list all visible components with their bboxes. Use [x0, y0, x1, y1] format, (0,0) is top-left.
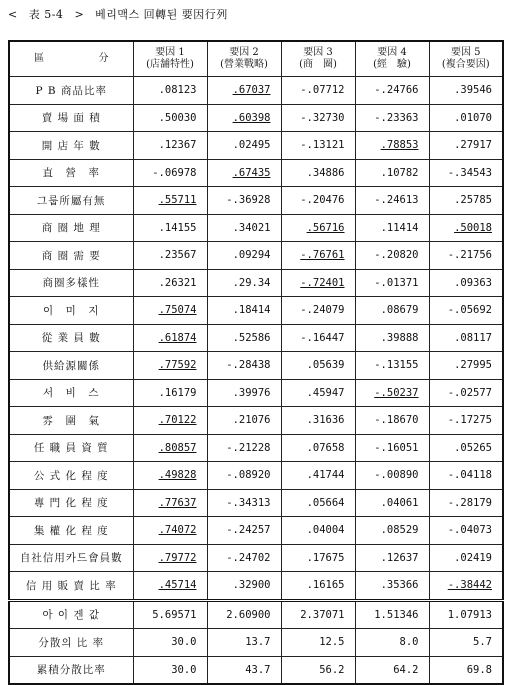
factor-1-desc: (店舗特性) — [146, 59, 194, 70]
loading-cell-factor-4: .35366 — [355, 572, 429, 601]
loading-cell-factor-3: -.72401 — [281, 269, 355, 297]
loading-cell-factor-1: 5.69571 — [133, 600, 207, 629]
table-row — [9, 242, 503, 270]
table-row — [9, 77, 503, 105]
loading-cell-factor-1: .75074 — [133, 297, 207, 325]
table-row — [9, 104, 503, 132]
table-row — [9, 407, 503, 435]
loading-cell-factor-2: -.21228 — [207, 434, 281, 462]
factor-4-name: 要因 4 — [377, 47, 407, 58]
loading-cell-factor-2: .02495 — [207, 132, 281, 160]
loading-cell-factor-2: .34021 — [207, 214, 281, 242]
loading-cell-factor-4: .10782 — [355, 159, 429, 187]
loading-cell-factor-2: 13.7 — [207, 629, 281, 657]
region-label-b: 分 — [98, 53, 109, 64]
loading-cell-factor-5: .02419 — [429, 544, 503, 572]
table-row — [9, 132, 503, 160]
loading-cell-factor-4: -.18670 — [355, 407, 429, 435]
loading-cell-factor-1: .26321 — [133, 269, 207, 297]
loading-cell-factor-3: -.20476 — [281, 187, 355, 215]
loading-cell-factor-4: -.01371 — [355, 269, 429, 297]
loading-cell-factor-5: -.05692 — [429, 297, 503, 325]
loading-cell-factor-4: -.00890 — [355, 462, 429, 490]
loading-cell-factor-5: .50018 — [429, 214, 503, 242]
caption-gt: > — [74, 8, 85, 21]
loading-cell-factor-4: -.24613 — [355, 187, 429, 215]
loading-cell-factor-3: -.24079 — [281, 297, 355, 325]
table-row — [9, 187, 503, 215]
loading-cell-factor-5: .09363 — [429, 269, 503, 297]
row-label: 公 式 化 程 度 — [9, 462, 133, 490]
loading-cell-factor-2: .21076 — [207, 407, 281, 435]
loading-cell-factor-2: .32900 — [207, 572, 281, 601]
row-label: 直 營 率 — [9, 159, 133, 187]
loading-cell-factor-5: -.28179 — [429, 489, 503, 517]
loading-cell-factor-2: .67037 — [207, 77, 281, 105]
loading-cell-factor-2: .67435 — [207, 159, 281, 187]
loading-cell-factor-3: 2.37071 — [281, 600, 355, 629]
loading-cell-factor-3: .31636 — [281, 407, 355, 435]
loading-cell-factor-3: .17675 — [281, 544, 355, 572]
loading-cell-factor-3: .56716 — [281, 214, 355, 242]
loading-cell-factor-3: .05664 — [281, 489, 355, 517]
loading-cell-factor-3: .45947 — [281, 379, 355, 407]
column-header-factor-2 — [207, 41, 281, 77]
loading-cell-factor-3: .41744 — [281, 462, 355, 490]
loading-cell-factor-2: -.36928 — [207, 187, 281, 215]
row-label: 自社信用카드會員數 — [9, 544, 133, 572]
loading-cell-factor-5: -.17275 — [429, 407, 503, 435]
row-label: 雰 圍 氣 — [9, 407, 133, 435]
loading-cell-factor-5: .27995 — [429, 352, 503, 380]
loading-cell-factor-5: 1.07913 — [429, 600, 503, 629]
factor-3-name: 要因 3 — [303, 47, 333, 58]
factor-3-desc: (商 圈) — [299, 59, 337, 70]
summary-row — [9, 600, 503, 629]
summary-row — [9, 656, 503, 684]
loading-cell-factor-4: 64.2 — [355, 656, 429, 684]
loading-cell-factor-1: .50030 — [133, 104, 207, 132]
loading-cell-factor-3: -.13121 — [281, 132, 355, 160]
loading-cell-factor-4: .11414 — [355, 214, 429, 242]
row-label: 商 圈 需 要 — [9, 242, 133, 270]
loading-cell-factor-2: 2.60900 — [207, 600, 281, 629]
loading-cell-factor-4: -.50237 — [355, 379, 429, 407]
table-row — [9, 214, 503, 242]
loading-cell-factor-3: -.76761 — [281, 242, 355, 270]
loading-cell-factor-3: .04004 — [281, 517, 355, 545]
loading-cell-factor-5: .08117 — [429, 324, 503, 352]
loading-cell-factor-4: .08679 — [355, 297, 429, 325]
loading-cell-factor-2: .29.34 — [207, 269, 281, 297]
caption-lt: < — [8, 8, 18, 21]
table-row — [9, 269, 503, 297]
loading-cell-factor-5: -.02577 — [429, 379, 503, 407]
row-label: 그룹所屬有無 — [9, 187, 133, 215]
table-row — [9, 324, 503, 352]
loading-cell-factor-1: .14155 — [133, 214, 207, 242]
loading-cell-factor-3: .05639 — [281, 352, 355, 380]
factor-1-name: 要因 1 — [155, 47, 185, 58]
row-label: 任 職 員 資 質 — [9, 434, 133, 462]
table-row — [9, 572, 503, 601]
loading-cell-factor-1: .45714 — [133, 572, 207, 601]
loading-cell-factor-5: 69.8 — [429, 656, 503, 684]
column-header-region — [9, 41, 133, 77]
loading-cell-factor-5: 5.7 — [429, 629, 503, 657]
loading-cell-factor-3: .07658 — [281, 434, 355, 462]
caption-title: 베리맥스 回轉된 要因行列 — [95, 8, 228, 21]
loading-cell-factor-5: -.34543 — [429, 159, 503, 187]
table-row — [9, 159, 503, 187]
loading-cell-factor-2: .09294 — [207, 242, 281, 270]
loading-cell-factor-1: 30.0 — [133, 629, 207, 657]
factor-5-name: 要因 5 — [450, 47, 481, 58]
factor-2-name: 要因 2 — [229, 47, 259, 58]
factor-4-desc: (經 驗) — [373, 59, 411, 70]
loading-cell-factor-5: .05265 — [429, 434, 503, 462]
loading-cell-factor-4: .78853 — [355, 132, 429, 160]
loading-cell-factor-1: .23567 — [133, 242, 207, 270]
loading-cell-factor-1: 30.0 — [133, 656, 207, 684]
row-label: 商 圈 地 理 — [9, 214, 133, 242]
loading-cell-factor-5: -.04073 — [429, 517, 503, 545]
loading-cell-factor-4: -.20820 — [355, 242, 429, 270]
row-label: 供給源關係 — [9, 352, 133, 380]
loading-cell-factor-2: -.34313 — [207, 489, 281, 517]
row-label: 이 미 지 — [9, 297, 133, 325]
summary-row — [9, 629, 503, 657]
column-header-factor-3 — [281, 41, 355, 77]
table-caption — [8, 6, 498, 26]
row-label: 開 店 年 數 — [9, 132, 133, 160]
row-label: 아 이 겐 값 — [9, 600, 133, 629]
loading-cell-factor-2: .39976 — [207, 379, 281, 407]
row-label: 專 門 化 程 度 — [9, 489, 133, 517]
loading-cell-factor-2: .52586 — [207, 324, 281, 352]
loading-cell-factor-4: -.24766 — [355, 77, 429, 105]
loading-cell-factor-4: -.13155 — [355, 352, 429, 380]
loading-cell-factor-3: .16165 — [281, 572, 355, 601]
header-row — [9, 41, 503, 77]
loading-cell-factor-1: .08123 — [133, 77, 207, 105]
row-label: P B 商品比率 — [9, 77, 133, 105]
table-row — [9, 462, 503, 490]
factor-5-desc: (複合要因) — [441, 59, 490, 70]
loading-cell-factor-2: .60398 — [207, 104, 281, 132]
loading-cell-factor-4: .04061 — [355, 489, 429, 517]
row-label: 信 用 販 賣 比 率 — [9, 572, 133, 601]
row-label: 서 비 스 — [9, 379, 133, 407]
loading-cell-factor-3: .34886 — [281, 159, 355, 187]
loading-cell-factor-1: .79772 — [133, 544, 207, 572]
table-row — [9, 544, 503, 572]
table-row — [9, 352, 503, 380]
loading-cell-factor-4: .12637 — [355, 544, 429, 572]
loading-cell-factor-5: -.21756 — [429, 242, 503, 270]
loading-cell-factor-5: .39546 — [429, 77, 503, 105]
loading-cell-factor-1: .61874 — [133, 324, 207, 352]
column-header-factor-5 — [429, 41, 503, 77]
row-label: 累積分散比率 — [9, 656, 133, 684]
loading-cell-factor-2: .18414 — [207, 297, 281, 325]
loading-cell-factor-1: .74072 — [133, 517, 207, 545]
row-label: 賣 場 面 積 — [9, 104, 133, 132]
loading-cell-factor-4: -.16051 — [355, 434, 429, 462]
table-row — [9, 379, 503, 407]
table-row — [9, 517, 503, 545]
loading-cell-factor-4: -.23363 — [355, 104, 429, 132]
loading-cell-factor-2: -.24702 — [207, 544, 281, 572]
loading-cell-factor-3: 56.2 — [281, 656, 355, 684]
region-label-a: 區 — [34, 53, 45, 64]
loading-cell-factor-1: .49828 — [133, 462, 207, 490]
loading-cell-factor-2: -.08920 — [207, 462, 281, 490]
loading-cell-factor-4: 8.0 — [355, 629, 429, 657]
row-label: 分散의 比 率 — [9, 629, 133, 657]
loading-cell-factor-1: .80857 — [133, 434, 207, 462]
column-header-factor-1 — [133, 41, 207, 77]
loading-cell-factor-1: .16179 — [133, 379, 207, 407]
table-body — [9, 77, 503, 685]
loading-cell-factor-5: .01070 — [429, 104, 503, 132]
factor-matrix-table — [8, 40, 504, 685]
factor-2-desc: (營業戰略) — [220, 59, 268, 70]
caption-label: 表 5-4 — [28, 8, 64, 21]
loading-cell-factor-5: -.38442 — [429, 572, 503, 601]
loading-cell-factor-5: .25785 — [429, 187, 503, 215]
loading-cell-factor-2: -.28438 — [207, 352, 281, 380]
loading-cell-factor-5: .27917 — [429, 132, 503, 160]
loading-cell-factor-4: 1.51346 — [355, 600, 429, 629]
loading-cell-factor-3: 12.5 — [281, 629, 355, 657]
loading-cell-factor-1: .55711 — [133, 187, 207, 215]
table-row — [9, 297, 503, 325]
loading-cell-factor-4: .39888 — [355, 324, 429, 352]
row-label: 商圈多樣性 — [9, 269, 133, 297]
loading-cell-factor-5: -.04118 — [429, 462, 503, 490]
loading-cell-factor-2: 43.7 — [207, 656, 281, 684]
column-header-factor-4 — [355, 41, 429, 77]
loading-cell-factor-4: .08529 — [355, 517, 429, 545]
table-row — [9, 489, 503, 517]
table-row — [9, 434, 503, 462]
loading-cell-factor-3: -.16447 — [281, 324, 355, 352]
loading-cell-factor-1: .77592 — [133, 352, 207, 380]
loading-cell-factor-3: -.07712 — [281, 77, 355, 105]
loading-cell-factor-3: -.32730 — [281, 104, 355, 132]
row-label: 從 業 員 數 — [9, 324, 133, 352]
row-label: 集 權 化 程 度 — [9, 517, 133, 545]
loading-cell-factor-1: .70122 — [133, 407, 207, 435]
loading-cell-factor-2: -.24257 — [207, 517, 281, 545]
loading-cell-factor-1: -.06978 — [133, 159, 207, 187]
loading-cell-factor-1: .77637 — [133, 489, 207, 517]
loading-cell-factor-1: .12367 — [133, 132, 207, 160]
